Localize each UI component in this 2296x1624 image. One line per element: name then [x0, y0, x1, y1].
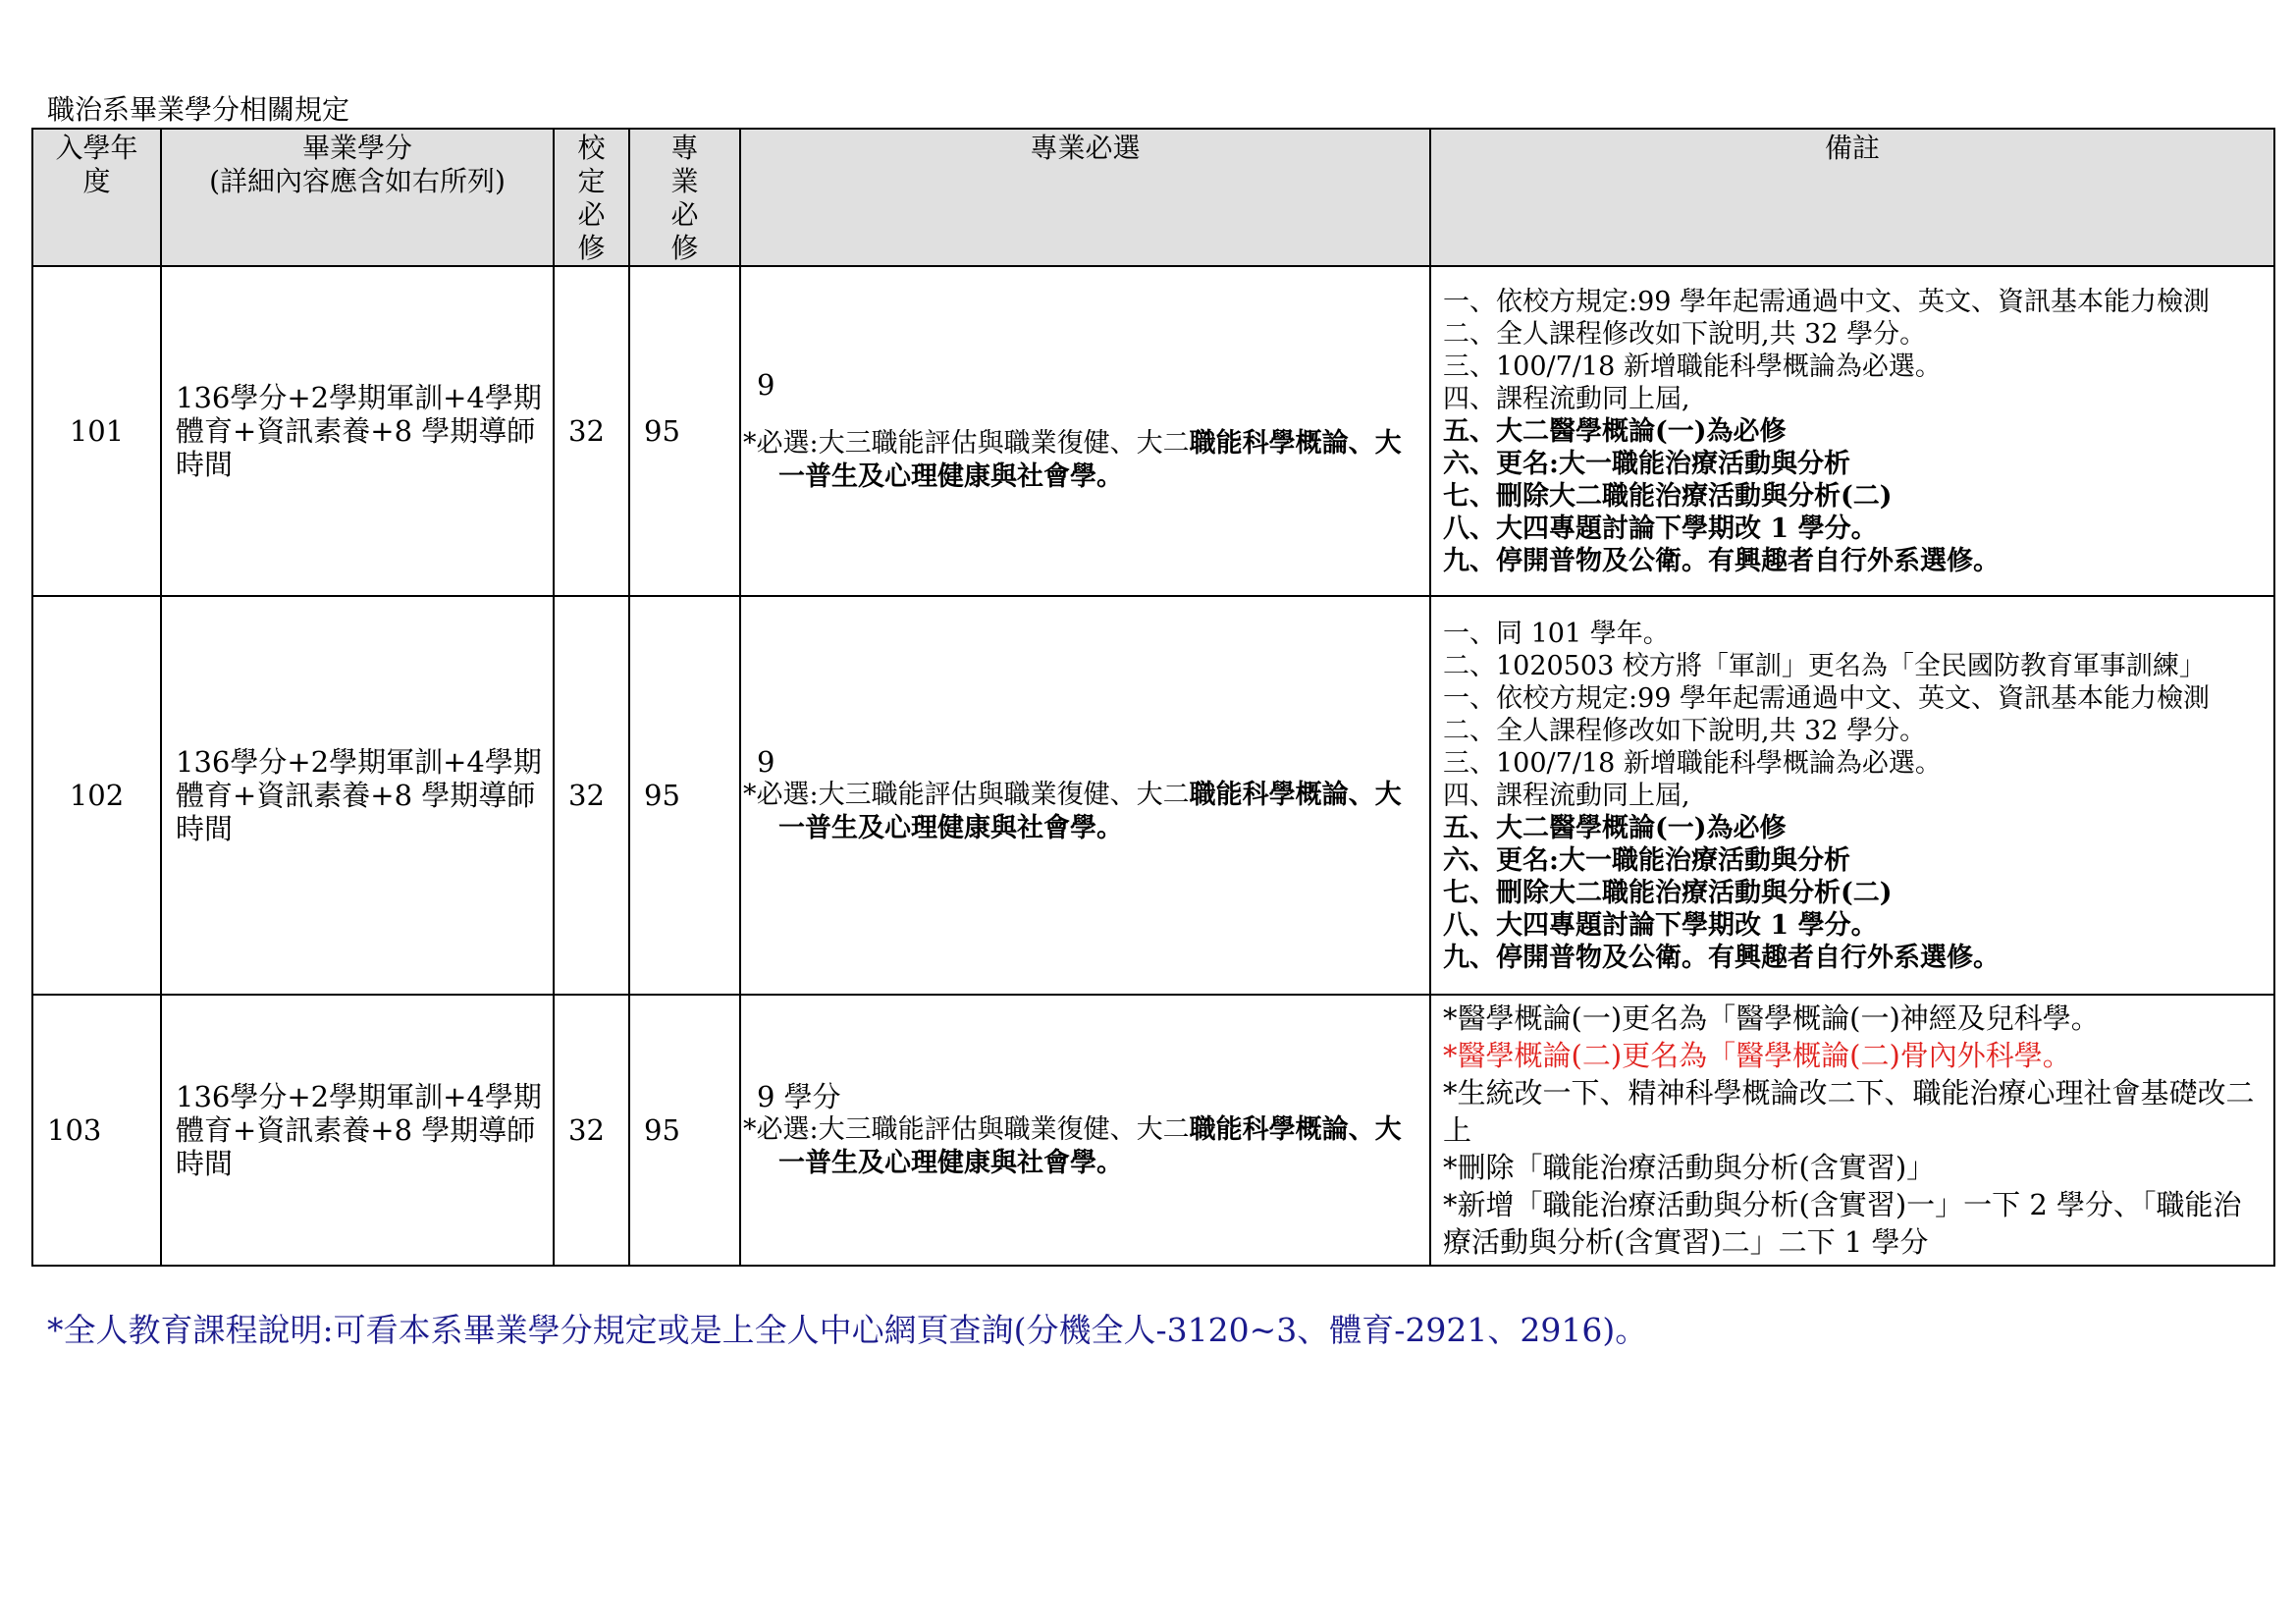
remark-line: 一、依校方規定:99 學年起需通過中文、英文、資訊基本能力檢測 — [1443, 682, 2211, 714]
remark-line: *醫學概論(一)更名為「醫學概論(一)神經及兒科學。 — [1443, 1001, 2100, 1035]
cell-school-required: 32 — [554, 995, 629, 1266]
remark-line: 八、大四專題討論下學期改 1 學分。 — [1443, 513, 1878, 544]
elective-note: *必選:大三職能評估與職業復健、大二職能科學概論、大一普生及心理健康與社會學。 — [743, 428, 1402, 492]
remark-line: 三、100/7/18 新增職能科學概論為必選。 — [1443, 747, 1942, 779]
remark-line: *生統改一下、精神科學概論改二下、職能治療心理社會基礎改二上 — [1443, 1076, 2255, 1147]
cell-year: 103 — [32, 995, 161, 1266]
remark-line: *醫學概論(二)更名為「醫學概論(二)骨內外科學。 — [1443, 1039, 2071, 1072]
cell-year: 102 — [32, 596, 161, 995]
header-row — [32, 129, 2274, 266]
cell-dept-required: 95 — [629, 596, 740, 995]
header-elective: 專業必選 — [740, 129, 1430, 266]
remark-line: 二、全人課程修改如下說明,共 32 學分。 — [1443, 318, 1927, 350]
cell-credits: 136學分+2學期軍訓+4學期體育+資訊素養+8 學期導師時間 — [161, 596, 554, 995]
cell-credits: 136學分+2學期軍訓+4學期體育+資訊素養+8 學期導師時間 — [161, 266, 554, 596]
remark-line: 八、大四專題討論下學期改 1 學分。 — [1443, 909, 1878, 941]
header-year: 入學年度 — [32, 129, 161, 266]
remark-line: *新增「職能治療活動與分析(含實習)一」一下 2 學分、「職能治療活動與分析(含實習)二」二下 1 學分 — [1443, 1188, 2242, 1259]
remark-line: 九、停開普物及公衛。有興趣者自行外系選修。 — [1443, 942, 2000, 973]
remark-line: 二、全人課程修改如下說明,共 32 學分。 — [1443, 715, 1927, 746]
header-school-required: 校定必修 — [554, 129, 629, 266]
cell-dept-required: 95 — [629, 995, 740, 1266]
header-credits: 畢業學分 (詳細內容應含如右所列) — [161, 129, 554, 266]
remark-line: 一、依校方規定:99 學年起需通過中文、英文、資訊基本能力檢測 — [1443, 286, 2211, 317]
cell-elective — [740, 995, 1430, 1266]
remark-line: 七、刪除大二職能治療活動與分析(二) — [1443, 480, 1893, 512]
graduation-credits-table — [31, 128, 2275, 1267]
header-dept-required: 專業必修 — [629, 129, 740, 266]
remark-line: 五、大二醫學概論(一)為必修 — [1443, 415, 1787, 447]
footer-note: *全人教育課程說明:可看本系畢業學分規定或是上全人中心網頁查詢(分機全人-3120~3、體育-2921、2916)。 — [47, 1311, 1648, 1349]
cell-elective — [740, 266, 1430, 596]
cell-school-required: 32 — [554, 266, 629, 596]
header-remarks: 備註 — [1430, 129, 2274, 266]
remark-line: 二、1020503 校方將「軍訓」更名為「全民國防教育軍事訓練」 — [1443, 650, 2206, 681]
elective-note: *必選:大三職能評估與職業復健、大二職能科學概論、大一普生及心理健康與社會學。 — [743, 1114, 1402, 1178]
elective-credits: 9 — [757, 745, 775, 779]
cell-credits: 136學分+2學期軍訓+4學期體育+資訊素養+8 學期導師時間 — [161, 995, 554, 1266]
remark-line: 五、大二醫學概論(一)為必修 — [1443, 812, 1787, 843]
elective-credits: 9 學分 — [757, 1080, 841, 1113]
cell-elective — [740, 596, 1430, 995]
remark-line: 七、刪除大二職能治療活動與分析(二) — [1443, 877, 1893, 908]
remark-line: 六、更名:大一職能治療活動與分析 — [1443, 844, 1850, 876]
table-row — [32, 596, 2274, 995]
cell-remarks — [1430, 995, 2274, 1266]
cell-school-required: 32 — [554, 596, 629, 995]
cell-dept-required: 95 — [629, 266, 740, 596]
remark-line: 九、停開普物及公衛。有興趣者自行外系選修。 — [1443, 545, 2000, 576]
table-row — [32, 266, 2274, 596]
remark-line: 四、課程流動同上屆, — [1443, 780, 1690, 811]
cell-remarks — [1430, 596, 2274, 995]
remark-line: *刪除「職能治療活動與分析(含實習)」 — [1443, 1151, 1936, 1184]
elective-credits: 9 — [757, 368, 775, 402]
remark-line: 四、課程流動同上屆, — [1443, 383, 1690, 414]
document-title: 職治系畢業學分相關規定 — [47, 93, 350, 126]
remark-line: 一、同 101 學年。 — [1443, 618, 1670, 649]
table-row — [32, 995, 2274, 1266]
elective-note: *必選:大三職能評估與職業復健、大二職能科學概論、大一普生及心理健康與社會學。 — [743, 780, 1402, 843]
cell-year: 101 — [32, 266, 161, 596]
remark-line: 六、更名:大一職能治療活動與分析 — [1443, 448, 1850, 479]
remark-line: 三、100/7/18 新增職能科學概論為必選。 — [1443, 351, 1942, 382]
cell-remarks — [1430, 266, 2274, 596]
